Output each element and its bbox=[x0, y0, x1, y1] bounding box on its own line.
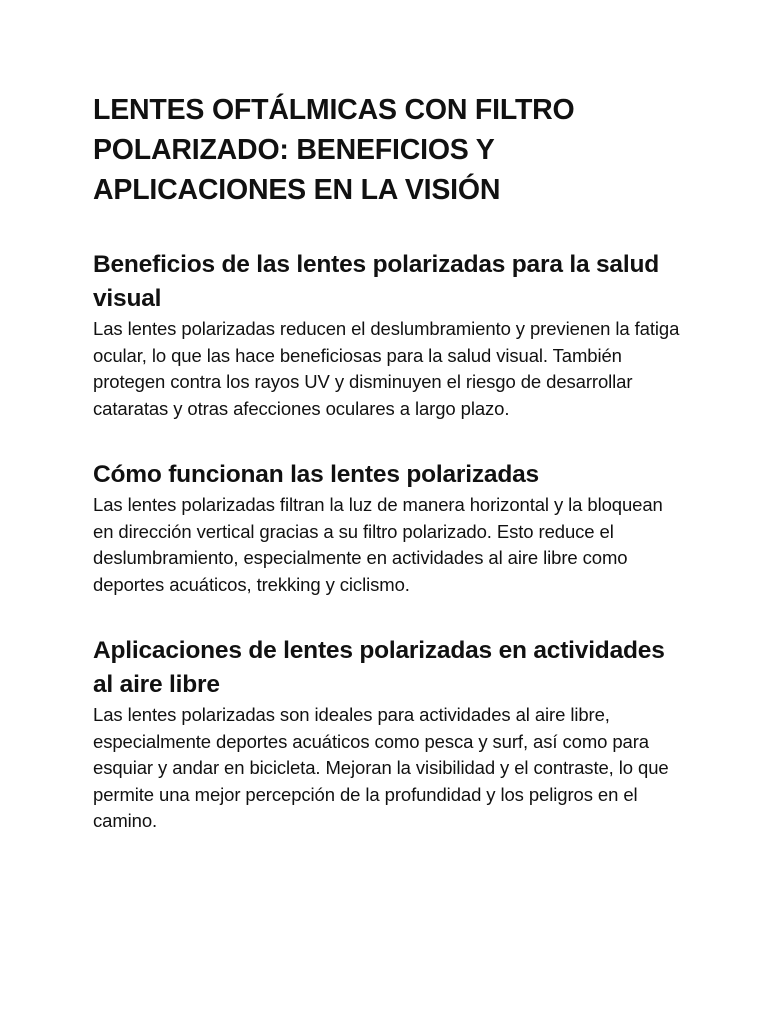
section-body: Las lentes polarizadas son ideales para actividades al aire libre, especialmente deportes acuáticos como pesca y surf, así como para esquiar y andar en bicicleta. Mejoran la visibilidad y el contraste, lo que permite una mejor percepción de la profundidad y los peligros en el camino. bbox=[93, 704, 669, 831]
section-heading: Aplicaciones de lentes polarizadas en actividades al aire libre bbox=[93, 637, 665, 698]
section-applications bbox=[93, 634, 683, 835]
document-page bbox=[93, 90, 683, 835]
section-body: Las lentes polarizadas reducen el deslumbramiento y previenen la fatiga ocular, lo que las hace beneficiosas para la salud visual. También protegen contra los rayos UV y disminuyen el riesgo de desarrollar cataratas y otras afecciones oculares a largo plazo. bbox=[93, 318, 680, 419]
section-benefits bbox=[93, 248, 683, 422]
section-how-it-works bbox=[93, 458, 683, 598]
document-title: LENTES OFTÁLMICAS CON FILTRO POLARIZADO: BENEFICIOS Y APLICACIONES EN LA VISIÓN bbox=[93, 94, 575, 206]
section-heading: Cómo funcionan las lentes polarizadas bbox=[93, 461, 539, 488]
section-heading: Beneficios de las lentes polarizadas para la salud visual bbox=[93, 251, 659, 312]
section-body: Las lentes polarizadas filtran la luz de manera horizontal y la bloquean en dirección vertical gracias a su filtro polarizado. Esto reduce el deslumbramiento, especialmente en actividades al aire libre como deportes acuáticos, trekking y ciclismo. bbox=[93, 494, 663, 595]
